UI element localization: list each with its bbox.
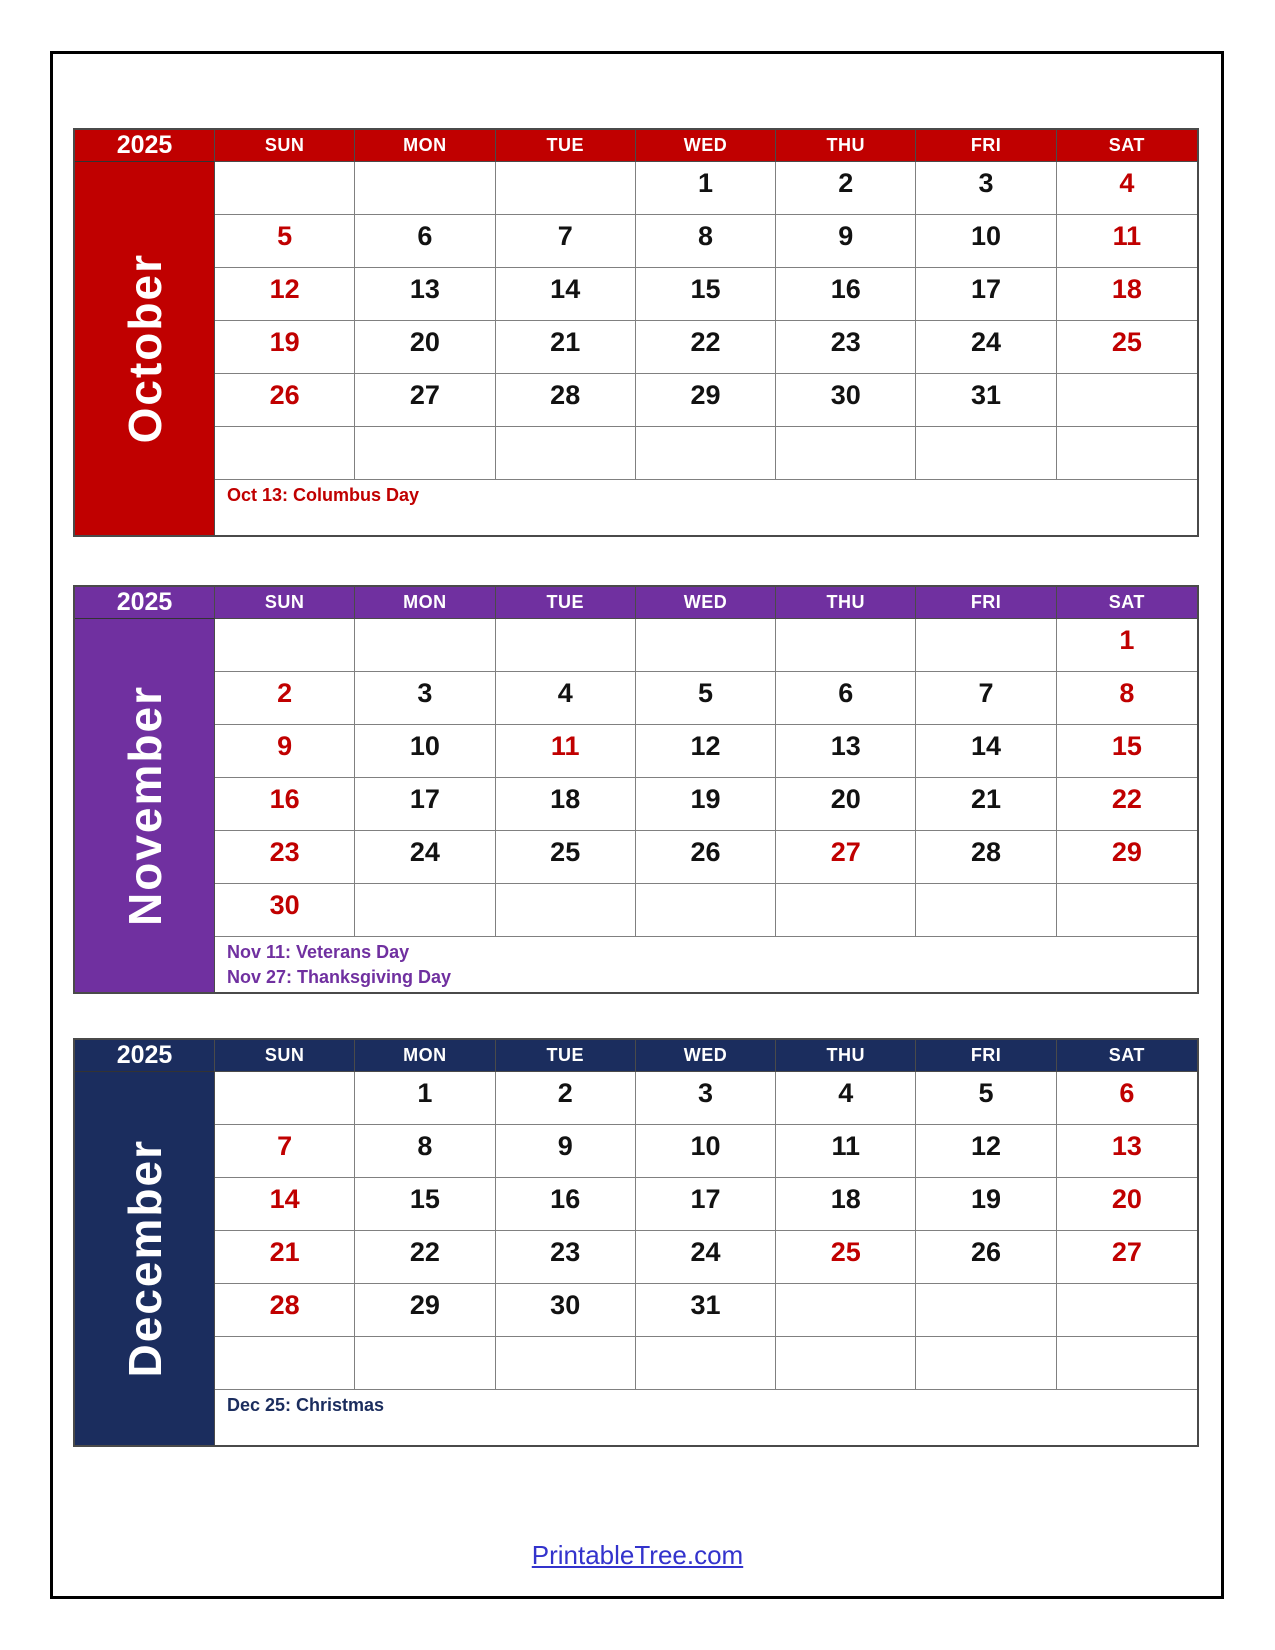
day-cell-26: 26 [636,831,776,884]
day-cell-11: 11 [776,1125,916,1178]
day-cell-1: 1 [355,1072,495,1125]
day-header-sun: SUN [215,1040,355,1072]
day-header-wed: WED [636,1040,776,1072]
day-cell-empty [1057,1337,1197,1390]
day-cell-16: 16 [776,268,916,321]
day-cell-empty [496,619,636,672]
day-cell-empty [355,1337,495,1390]
day-cell-17: 17 [916,268,1056,321]
day-cell-3: 3 [916,162,1056,215]
day-cell-13: 13 [355,268,495,321]
month-title: October [118,253,171,444]
day-cell-25: 25 [1057,321,1197,374]
day-cell-empty [916,427,1056,480]
day-cell-24: 24 [916,321,1056,374]
holiday-notes [215,937,1197,992]
day-cell-26: 26 [215,374,355,427]
day-cell-28: 28 [916,831,1056,884]
day-cell-13: 13 [776,725,916,778]
day-cell-16: 16 [496,1178,636,1231]
calendar-october [73,128,1199,537]
day-cell-empty [916,619,1056,672]
day-cell-empty [355,884,495,937]
day-cell-empty [776,427,916,480]
day-header-tue: TUE [496,130,636,162]
day-cell-31: 31 [636,1284,776,1337]
day-cell-18: 18 [496,778,636,831]
day-cell-19: 19 [215,321,355,374]
day-header-mon: MON [355,1040,495,1072]
day-cell-empty [636,1337,776,1390]
day-cell-9: 9 [496,1125,636,1178]
year-label: 2025 [75,1040,215,1072]
day-cell-empty [916,1284,1056,1337]
day-header-fri: FRI [916,130,1056,162]
day-cell-25: 25 [496,831,636,884]
day-cell-7: 7 [916,672,1056,725]
day-cell-26: 26 [916,1231,1056,1284]
day-cell-empty [1057,374,1197,427]
day-cell-15: 15 [1057,725,1197,778]
holiday-note: Oct 13: Columbus Day [227,485,420,505]
day-cell-12: 12 [916,1125,1056,1178]
day-cell-empty [355,619,495,672]
day-cell-10: 10 [355,725,495,778]
day-cell-10: 10 [636,1125,776,1178]
day-cell-22: 22 [355,1231,495,1284]
day-cell-31: 31 [916,374,1056,427]
day-cell-20: 20 [776,778,916,831]
day-cell-4: 4 [1057,162,1197,215]
day-cell-5: 5 [916,1072,1056,1125]
day-cell-empty [1057,427,1197,480]
day-cell-empty [1057,884,1197,937]
day-cell-empty [355,427,495,480]
day-cell-empty [1057,1284,1197,1337]
day-cell-19: 19 [916,1178,1056,1231]
day-cell-30: 30 [215,884,355,937]
day-cell-21: 21 [215,1231,355,1284]
day-cell-24: 24 [355,831,495,884]
day-cell-20: 20 [1057,1178,1197,1231]
day-cell-13: 13 [1057,1125,1197,1178]
day-cell-12: 12 [636,725,776,778]
day-cell-17: 17 [355,778,495,831]
day-header-sat: SAT [1057,587,1197,619]
day-cell-27: 27 [776,831,916,884]
footer [0,1540,1275,1571]
day-cell-empty [215,1337,355,1390]
day-cell-5: 5 [636,672,776,725]
day-cell-2: 2 [776,162,916,215]
day-cell-6: 6 [776,672,916,725]
day-cell-4: 4 [776,1072,916,1125]
day-cell-empty [496,427,636,480]
day-header-wed: WED [636,130,776,162]
day-cell-23: 23 [776,321,916,374]
month-sidebar [75,1072,215,1445]
day-cell-29: 29 [355,1284,495,1337]
day-cell-8: 8 [636,215,776,268]
day-cell-30: 30 [776,374,916,427]
day-cell-27: 27 [1057,1231,1197,1284]
day-cell-10: 10 [916,215,1056,268]
holiday-notes [215,1390,1197,1445]
day-cell-empty [776,884,916,937]
day-cell-24: 24 [636,1231,776,1284]
day-cell-empty [636,884,776,937]
holiday-note: Nov 11: Veterans Day [227,942,410,962]
day-cell-14: 14 [916,725,1056,778]
day-cell-empty [496,162,636,215]
day-cell-9: 9 [776,215,916,268]
day-cell-23: 23 [496,1231,636,1284]
day-header-tue: TUE [496,587,636,619]
day-cell-25: 25 [776,1231,916,1284]
day-cell-8: 8 [355,1125,495,1178]
day-header-sun: SUN [215,587,355,619]
day-header-fri: FRI [916,587,1056,619]
holiday-note: Nov 27: Thanksgiving Day [227,967,452,988]
day-header-thu: THU [776,1040,916,1072]
day-header-wed: WED [636,587,776,619]
month-title: December [118,1139,171,1378]
day-cell-15: 15 [636,268,776,321]
month-title: November [118,685,171,926]
holiday-note: Dec 25: Christmas [227,1395,385,1415]
day-cell-18: 18 [1057,268,1197,321]
day-cell-15: 15 [355,1178,495,1231]
day-header-thu: THU [776,587,916,619]
day-cell-empty [215,162,355,215]
day-cell-21: 21 [916,778,1056,831]
day-cell-2: 2 [496,1072,636,1125]
day-cell-empty [776,619,916,672]
day-cell-1: 1 [636,162,776,215]
day-cell-3: 3 [636,1072,776,1125]
day-cell-empty [215,427,355,480]
day-cell-empty [776,1284,916,1337]
day-cell-11: 11 [1057,215,1197,268]
day-cell-empty [496,1337,636,1390]
day-cell-empty [776,1337,916,1390]
year-label: 2025 [75,130,215,162]
year-label: 2025 [75,587,215,619]
day-cell-1: 1 [1057,619,1197,672]
day-header-sun: SUN [215,130,355,162]
day-cell-2: 2 [215,672,355,725]
december-grid [73,1038,1199,1447]
november-grid [73,585,1199,994]
day-cell-27: 27 [355,374,495,427]
day-cell-empty [355,162,495,215]
day-cell-11: 11 [496,725,636,778]
day-cell-28: 28 [496,374,636,427]
day-cell-29: 29 [1057,831,1197,884]
day-cell-18: 18 [776,1178,916,1231]
day-header-sat: SAT [1057,130,1197,162]
day-cell-7: 7 [215,1125,355,1178]
day-header-mon: MON [355,130,495,162]
day-cell-22: 22 [1057,778,1197,831]
holiday-notes [215,480,1197,535]
day-header-thu: THU [776,130,916,162]
day-cell-6: 6 [1057,1072,1197,1125]
day-cell-22: 22 [636,321,776,374]
day-cell-empty [636,427,776,480]
day-cell-12: 12 [215,268,355,321]
day-cell-14: 14 [496,268,636,321]
day-header-tue: TUE [496,1040,636,1072]
day-header-sat: SAT [1057,1040,1197,1072]
day-cell-9: 9 [215,725,355,778]
day-cell-21: 21 [496,321,636,374]
day-header-mon: MON [355,587,495,619]
day-cell-7: 7 [496,215,636,268]
day-cell-empty [496,884,636,937]
day-cell-23: 23 [215,831,355,884]
day-cell-8: 8 [1057,672,1197,725]
day-cell-empty [215,1072,355,1125]
day-cell-19: 19 [636,778,776,831]
month-sidebar [75,162,215,535]
day-cell-5: 5 [215,215,355,268]
day-cell-30: 30 [496,1284,636,1337]
day-cell-29: 29 [636,374,776,427]
month-sidebar [75,619,215,992]
day-cell-empty [636,619,776,672]
day-cell-4: 4 [496,672,636,725]
calendar-december [73,1038,1199,1447]
day-cell-empty [215,619,355,672]
day-header-fri: FRI [916,1040,1056,1072]
day-cell-empty [916,884,1056,937]
footer-link[interactable]: PrintableTree.com [531,1540,744,1570]
day-cell-6: 6 [355,215,495,268]
day-cell-16: 16 [215,778,355,831]
day-cell-28: 28 [215,1284,355,1337]
day-cell-3: 3 [355,672,495,725]
day-cell-empty [916,1337,1056,1390]
october-grid [73,128,1199,537]
calendar-november [73,585,1199,994]
day-cell-20: 20 [355,321,495,374]
day-cell-17: 17 [636,1178,776,1231]
day-cell-14: 14 [215,1178,355,1231]
